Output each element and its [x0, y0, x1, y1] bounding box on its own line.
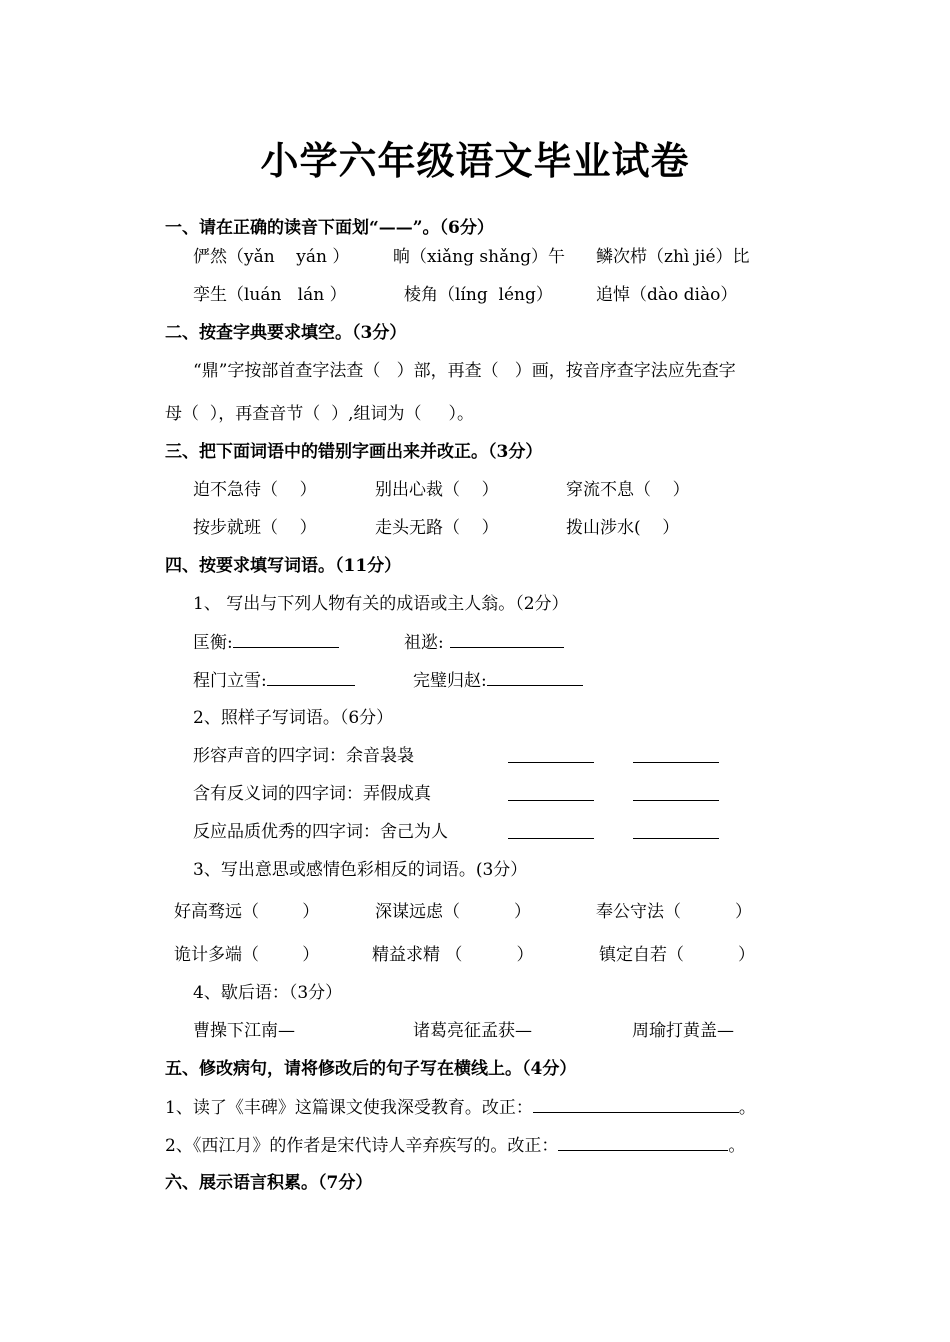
- section-6-heading: 六、展示语言积累。（7分）: [165, 1173, 373, 1193]
- s1-item: 棱角（líng léng）: [404, 285, 553, 305]
- s4-q1-label: 祖逖:: [404, 633, 444, 653]
- s4-q3-item: 诡计多端（ ）: [174, 945, 320, 965]
- s4-q4-item: 诸葛亮征孟获—: [413, 1021, 532, 1041]
- s3-item: 走头无路（ ）: [375, 518, 499, 538]
- s4-q3-item: 奉公守法（ ）: [596, 902, 753, 922]
- answer-line[interactable]: [633, 822, 719, 839]
- s4-q2: 2、照样子写词语。（6分）: [193, 708, 394, 728]
- s4-q2-item: 含有反义词的四字词：弄假成真: [193, 784, 431, 804]
- s4-q3-item: 好高骛远（ ）: [174, 902, 320, 922]
- s1-item: 晌（xiǎng shǎng）午: [393, 247, 566, 267]
- section-1-heading: 一、请在正确的读音下面划“——”。（6分）: [165, 218, 494, 238]
- s5-q2-end: 。: [728, 1136, 746, 1156]
- s2-line-2: 母（ ），再查音节（ ）,组词为（ ）。: [165, 404, 475, 424]
- s4-q3-item: 精益求精 （ ）: [372, 945, 534, 965]
- s4-q1-item: [404, 631, 564, 654]
- s3-item: 拨山涉水( ）: [566, 518, 680, 538]
- s5-q1-text: 1、读了《丰碑》这篇课文使我深受教育。改正：: [165, 1098, 533, 1118]
- s4-q4-item: 曹操下江南—: [193, 1021, 295, 1041]
- s5-q1-end: 。: [738, 1098, 756, 1118]
- s3-item: 别出心裁（ ）: [375, 480, 499, 500]
- s5-q2-text: 2、《西江月》的作者是宋代诗人辛弃疾写的。改正：: [165, 1136, 559, 1156]
- s4-q2-item: 反应品质优秀的四字词：舍己为人: [193, 822, 448, 842]
- answer-line[interactable]: [450, 631, 564, 648]
- s4-q2-item: 形容声音的四字词：余音袅袅: [193, 746, 414, 766]
- s2-line-1: “鼎”字按部首查字法查（ ）部，再查（ ）画，按音序查字法应先查字: [193, 361, 736, 381]
- s4-q1: 1、 写出与下列人物有关的成语或主人翁。（2分）: [193, 594, 569, 614]
- s1-item: 俨然（yǎn yán ）: [193, 247, 350, 267]
- answer-line[interactable]: [533, 1096, 739, 1113]
- s5-q1: [165, 1096, 756, 1119]
- section-2-heading: 二、按查字典要求填空。（3分）: [165, 323, 407, 343]
- s4-q1-label: 完璧归赵:: [413, 671, 487, 691]
- s4-q1-item: [193, 669, 355, 692]
- s4-q3: 3、写出意思或感情色彩相反的词语。(3分）: [193, 860, 528, 880]
- s4-q1-item: [413, 669, 583, 692]
- answer-line[interactable]: [233, 631, 339, 648]
- s4-q1-label: 匡衡:: [193, 633, 233, 653]
- s1-item: 追悼（dào diào）: [596, 285, 738, 305]
- s4-q3-item: 镇定自若（ ）: [599, 945, 756, 965]
- s4-q4: 4、歇后语：（3分）: [193, 983, 343, 1003]
- s4-q1-item: [193, 631, 339, 654]
- answer-line[interactable]: [508, 822, 594, 839]
- answer-line[interactable]: [487, 669, 583, 686]
- answer-line[interactable]: [267, 669, 355, 686]
- s1-item: 孪生（luán lán ）: [193, 285, 347, 305]
- answer-line[interactable]: [558, 1134, 728, 1151]
- section-5-heading: 五、修改病句，请将修改后的句子写在横线上。（4分）: [165, 1059, 577, 1079]
- answer-line[interactable]: [633, 784, 719, 801]
- s3-item: 穿流不息（ ）: [566, 480, 690, 500]
- section-4-heading: 四、按要求填写词语。（11分）: [165, 556, 402, 576]
- answer-line[interactable]: [508, 746, 594, 763]
- s3-item: 按步就班（ ）: [193, 518, 317, 538]
- s4-q4-item: 周瑜打黄盖—: [632, 1021, 734, 1041]
- s1-item: 鳞次栉（zhì jié）比: [596, 247, 750, 267]
- answer-line[interactable]: [508, 784, 594, 801]
- page-title: 小学六年级语文毕业试卷: [260, 138, 690, 183]
- s4-q3-item: 深谋远虑（ ）: [375, 902, 532, 922]
- s4-q1-label: 程门立雪:: [193, 671, 267, 691]
- s5-q2: [165, 1134, 745, 1157]
- s3-item: 迫不急待（ ）: [193, 480, 317, 500]
- section-3-heading: 三、把下面词语中的错别字画出来并改正。（3分）: [165, 442, 543, 462]
- answer-line[interactable]: [633, 746, 719, 763]
